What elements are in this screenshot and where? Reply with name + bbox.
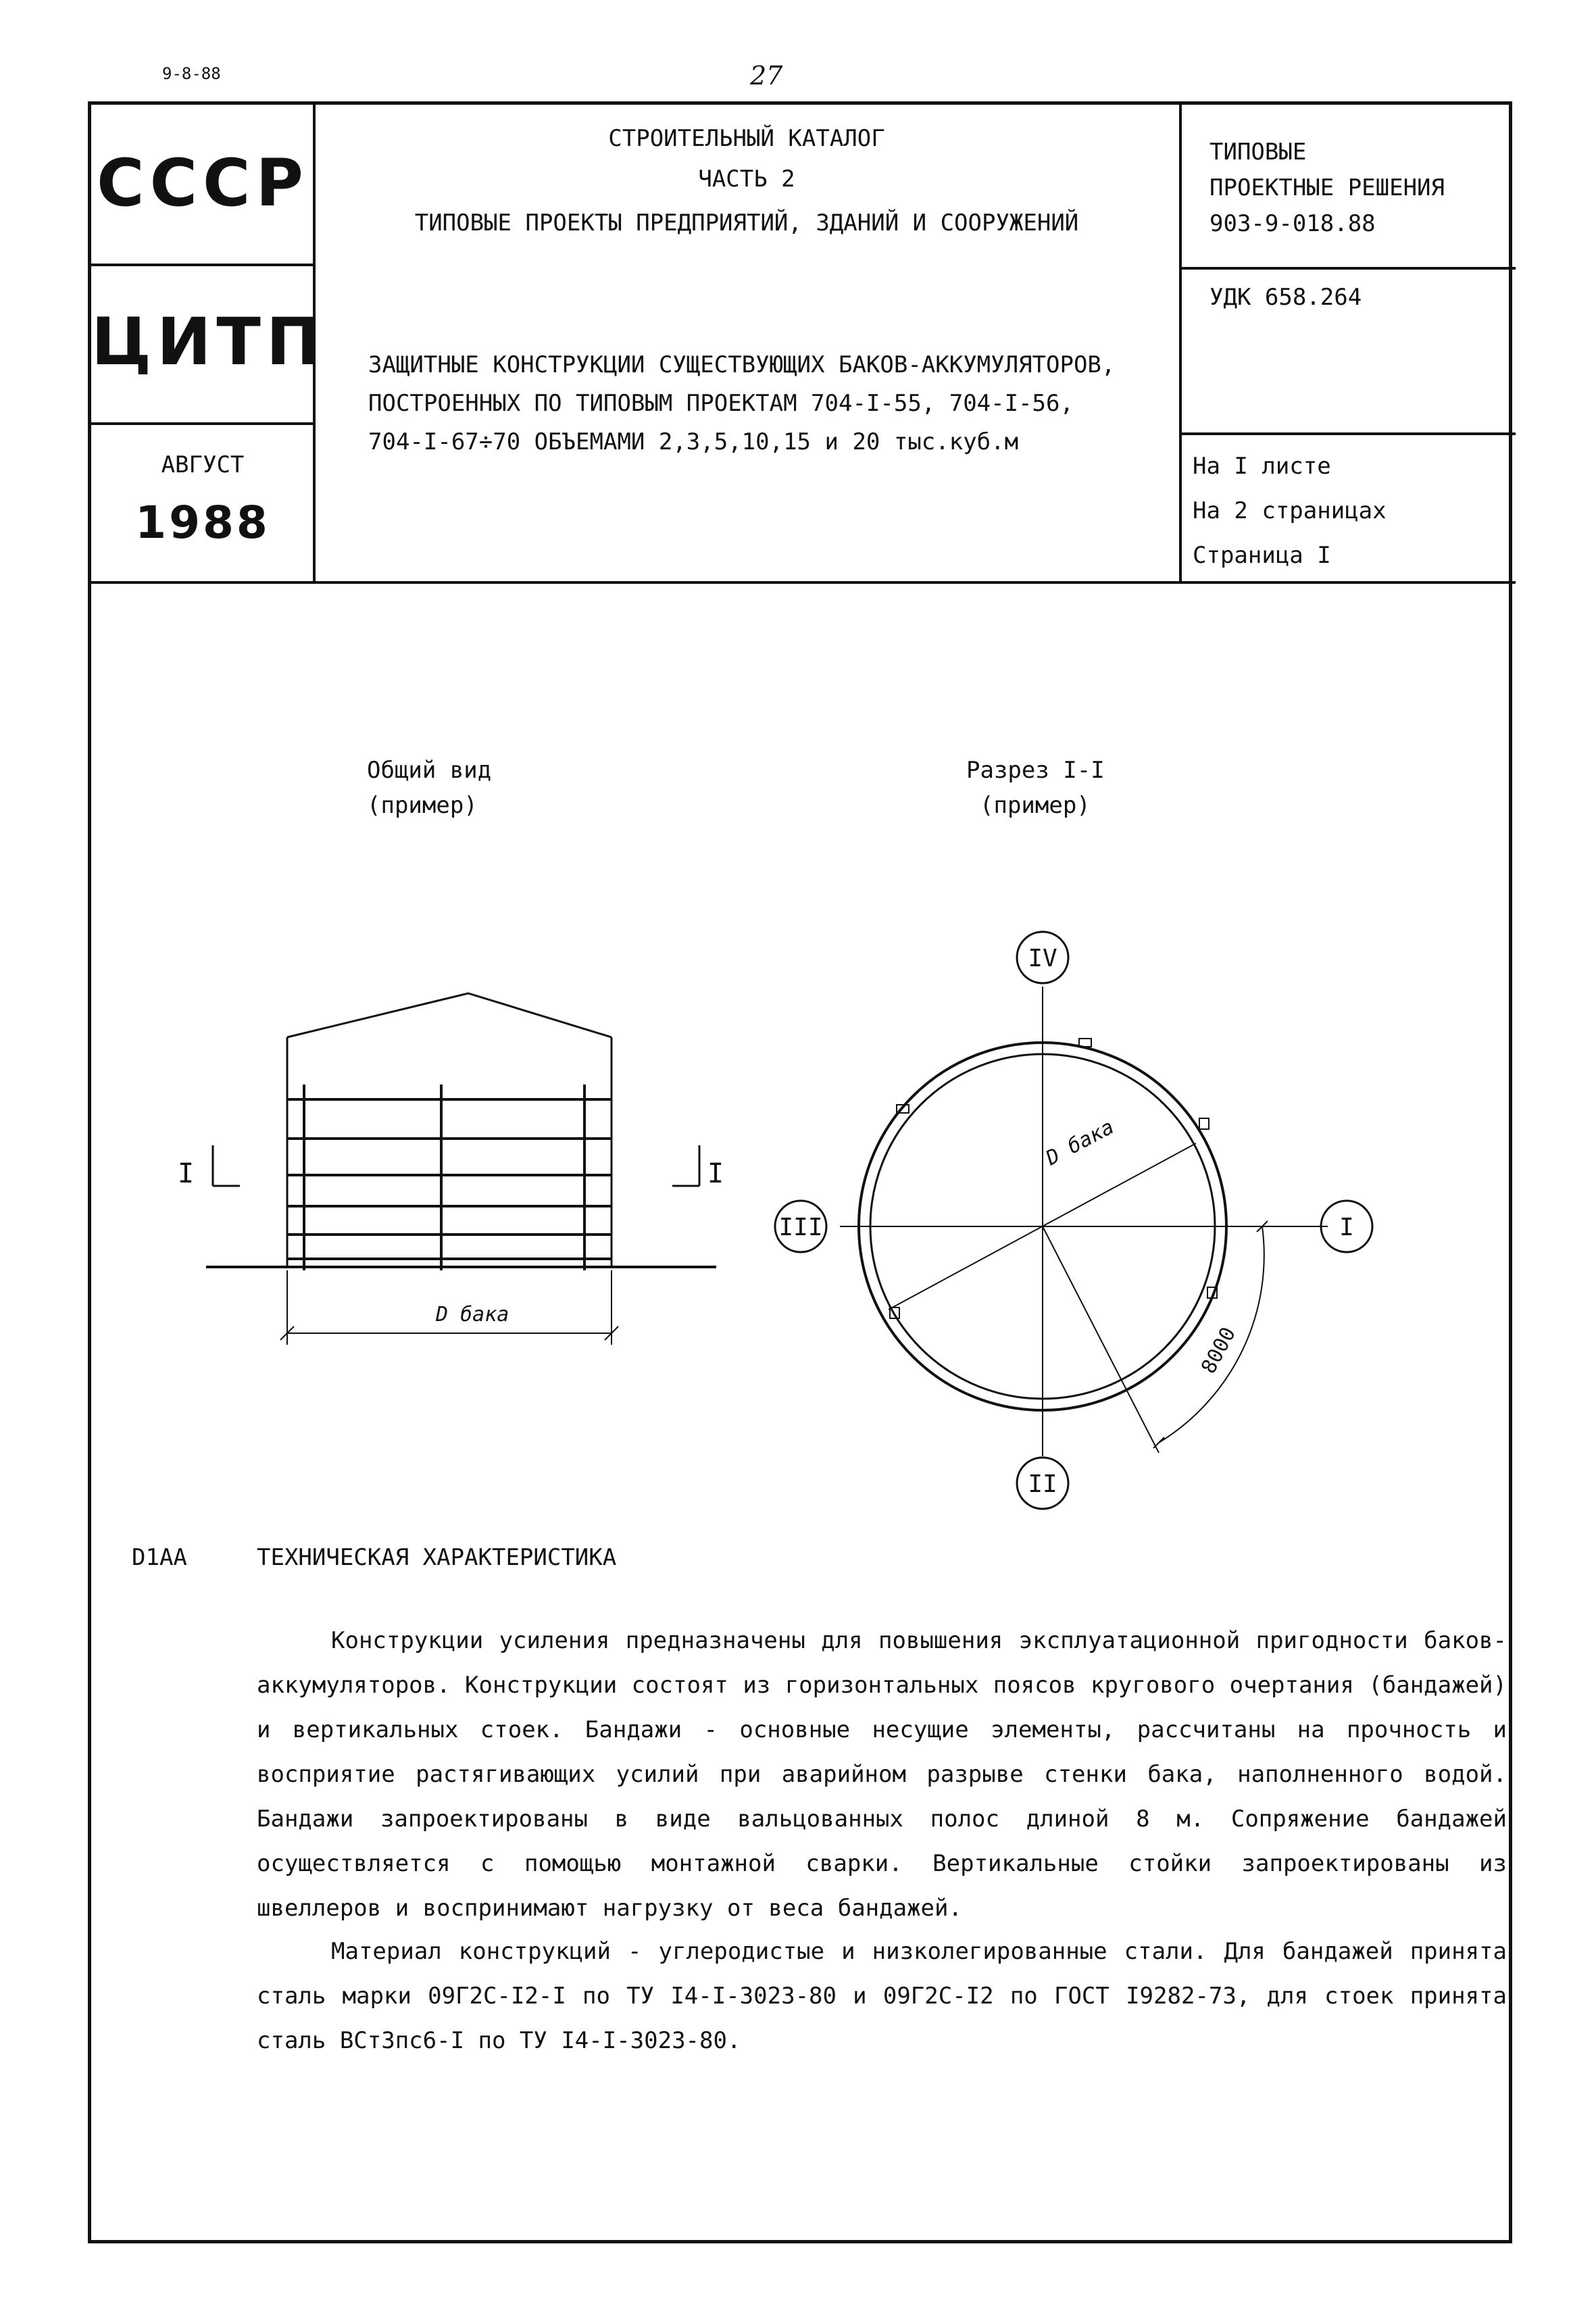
catalog-title: СТРОИТЕЛЬНЫЙ КАТАЛОГ <box>608 125 885 152</box>
page-number: 27 <box>750 61 783 91</box>
axis-bubble-ii: II <box>1028 1470 1057 1498</box>
grid-line <box>91 264 314 266</box>
section-code: D1AA <box>132 1544 187 1571</box>
project-title-line1: ЗАЩИТНЫЕ КОНСТРУКЦИИ СУЩЕСТВУЮЩИХ БАКОВ-АККУМУЛЯТОРОВ, <box>368 351 1116 378</box>
current-page: Страница I <box>1193 542 1331 569</box>
axis-bubble-i: I <box>1339 1214 1354 1241</box>
section-heading: ТЕХНИЧЕСКАЯ ХАРАКТЕРИСТИКА <box>257 1544 617 1571</box>
document-sheet <box>88 101 1512 2243</box>
paragraph-1: Конструкции усиления предназначены для повышения эксплуатационной пригодности баков-аккумуляторов. Конструкции состоят из горизонтальных поясов кругового очертания (бандажей) и вертикальных стоек. Бандажи - основные несущие элементы, рассчитаны на прочность и восприятие растягивающих усилий при аварийном разрыве стенки бака, наполненного водой. Бандажи запроектированы в виде вальцованных полос длиной 8 м. Сопряжение бандажей осуществляется с помощью монтажной сварки. Вертикальные стойки запроектированы из швеллеров и воспринимают нагрузку от веса бандажей. <box>257 1627 1507 1922</box>
sheet-count: На I листе <box>1193 453 1331 480</box>
org-citp: ЦИТП <box>91 304 326 380</box>
grid-line <box>1179 105 1182 584</box>
technical-drawings <box>91 848 1510 1591</box>
tank-elevation <box>206 993 716 1345</box>
typical-subtitle: ПРОЕКТНЫЕ РЕШЕНИЯ <box>1210 174 1445 201</box>
org-ussr: СССР <box>97 145 309 221</box>
arc-dimension-label: 8000 <box>1197 1323 1241 1378</box>
project-title-line2: ПОСТРОЕННЫХ ПО ТИПОВЫМ ПРОЕКТАМ 704-I-55, 704-I-56, <box>368 390 1074 417</box>
paragraph-2: Материал конструкций - углеродистые и низколегированные стали. Для бандажей принята сталь марки 09Г2С-I2-I по ТУ I4-I-3023-80 и 09Г2С-I2 по ГОСТ I9282-73, для стоек принята сталь ВСт3пс6-I по ТУ I4-I-3023-80. <box>257 1938 1507 2054</box>
catalog-subtitle: ТИПОВЫЕ ПРОЕКТЫ ПРЕДПРИЯТИЙ, ЗДАНИЙ И СООРУЖЕНИЙ <box>414 209 1079 237</box>
typical-code: 903-9-018.88 <box>1210 210 1376 237</box>
section-caption: Разрез I-I <box>966 757 1105 784</box>
catalog-part: ЧАСТЬ 2 <box>698 166 795 193</box>
section-caption-note: (пример) <box>980 792 1091 819</box>
top-left-date: 9-8-88 <box>162 64 221 83</box>
udk-code: УДК 658.264 <box>1210 284 1362 311</box>
typical-label: ТИПОВЫЕ <box>1210 139 1307 166</box>
axis-bubble-iii: III <box>778 1214 823 1241</box>
issue-month: АВГУСТ <box>161 451 245 478</box>
axis-bubble-iv: IV <box>1028 945 1057 972</box>
grid-line <box>1179 267 1516 270</box>
section-mark-left: I <box>178 1158 195 1189</box>
section-mark-right: I <box>707 1158 724 1189</box>
section-diameter-label: D бака <box>1042 1115 1118 1171</box>
project-title-line3: 704-I-67÷70 ОБЪЕМАМИ 2,3,5,10,15 и 20 тыс.куб.м <box>368 428 1019 455</box>
grid-line <box>91 422 314 425</box>
issue-year: 1988 <box>135 497 270 549</box>
grid-line <box>91 581 1516 584</box>
general-view-caption: Общий вид <box>367 757 492 784</box>
page-count: На 2 страницах <box>1193 497 1387 524</box>
general-view-caption-note: (пример) <box>367 792 478 819</box>
tank-dimension-label: D бака <box>436 1303 509 1326</box>
grid-line <box>1179 432 1516 435</box>
tank-section <box>775 932 1372 1509</box>
